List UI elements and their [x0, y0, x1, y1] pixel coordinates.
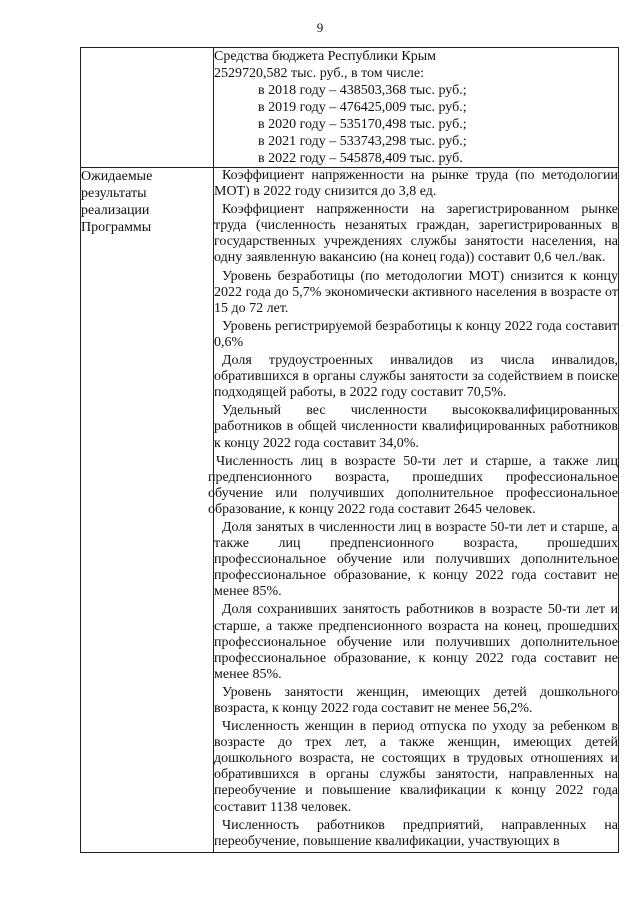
funding-source: Средства бюджета Республики Крым: [214, 49, 436, 64]
result-paragraph: Численность женщин в период отпуска по уходу за ребенком в возрасте до трех лет, а также женщин, имеющих детей дошкольного возраста, не состоящих в трудовых отношениях и обратившихся в органы службы занятости, направленных на переобучение и повышение квалификации к концу 2022 года составит 1138 человек.: [214, 719, 618, 815]
funding-year-2021: в 2021 году – 533743,298 тыс. руб.;: [258, 134, 467, 149]
funding-year-2022: в 2022 году – 545878,409 тыс. руб.: [258, 151, 463, 166]
result-paragraph: Численность лиц в возрасте 50-ти лет и старше, а также лиц предпенсионного возраста, прошедших профессиональное обучение или получивших дополнительное профессиональное образование, к концу 2022 года составит 2645 человек.: [208, 453, 618, 517]
result-paragraph: Доля трудоустроенных инвалидов из числа инвалидов, обратившихся в органы службы занятости за содействием в поиске подходящей работы, в 2022 году составит 70,5%.: [214, 353, 618, 401]
results-label-line: Ожидаемые: [81, 169, 153, 184]
funding-year-2020: в 2020 году – 535170,498 тыс. руб.;: [258, 117, 467, 132]
results-row: [81, 168, 619, 853]
result-paragraph: Коэффициент напряженности на рынке труда (по методологии МОТ) в 2022 году снизится до 3,8 ед.: [214, 168, 618, 200]
result-paragraph: Доля занятых в численности лиц в возрасте 50-ти лет и старше, а также лиц предпенсионного возраста, прошедших профессиональное обучение или получивших дополнительное профессиональное образование, к концу 2022 года составит не менее 85%.: [214, 519, 618, 600]
result-paragraph: Уровень регистрируемой безработицы к концу 2022 года составит 0,6%: [214, 318, 618, 350]
program-passport-table: [80, 47, 619, 853]
result-paragraph: Доля сохранивших занятость работников в возрасте 50-ти лет и старше, а также предпенсионного возраста на конец, прошедших профессиональное обучение или получивших дополнительное профессиональное образование, к концу 2022 года составит не менее 85%.: [214, 602, 618, 682]
funding-cell: [214, 48, 619, 168]
results-label-cell: [81, 168, 214, 853]
funding-row: [81, 48, 619, 168]
result-paragraph: Уровень занятости женщин, имеющих детей дошкольного возраста, к концу 2022 года составит не менее 56,2%.: [214, 684, 618, 716]
funding-total: 2529720,582 тыс. руб., в том числе:: [214, 66, 424, 81]
funding-year-2019: в 2019 году – 476425,009 тыс. руб.;: [258, 100, 467, 115]
result-paragraph: Численность работников предприятий, направленных на переобучение, повышение квалификации, участвующих в: [214, 817, 618, 849]
funding-year-2018: в 2018 году – 438503,368 тыс. руб.;: [258, 83, 467, 98]
results-label-line: результаты: [81, 186, 147, 201]
results-label-line: Программы: [81, 220, 152, 235]
result-paragraph: Удельный вес численности высококвалифицированных работников в общей численности квалифицированных работников к концу 2022 года составит 34,0%.: [214, 403, 618, 451]
results-cell: [208, 168, 619, 853]
result-paragraph: Уровень безработицы (по методологии МОТ) снизится к концу 2022 года до 5,7% экономически активного населения в возрасте от 15 до 72 лет.: [214, 268, 618, 316]
page-number: 9: [316, 20, 324, 35]
result-paragraph: Коэффициент напряженности на зарегистрированном рынке труда (численность незанятых граждан, зарегистрированных в государственных учреждениях службы занятости населения, на одну заявленную вакансию (на конец года)) составит 0,6 чел./вак.: [214, 202, 618, 266]
funding-label-cell: [81, 48, 214, 168]
results-label-line: реализации: [81, 203, 150, 218]
